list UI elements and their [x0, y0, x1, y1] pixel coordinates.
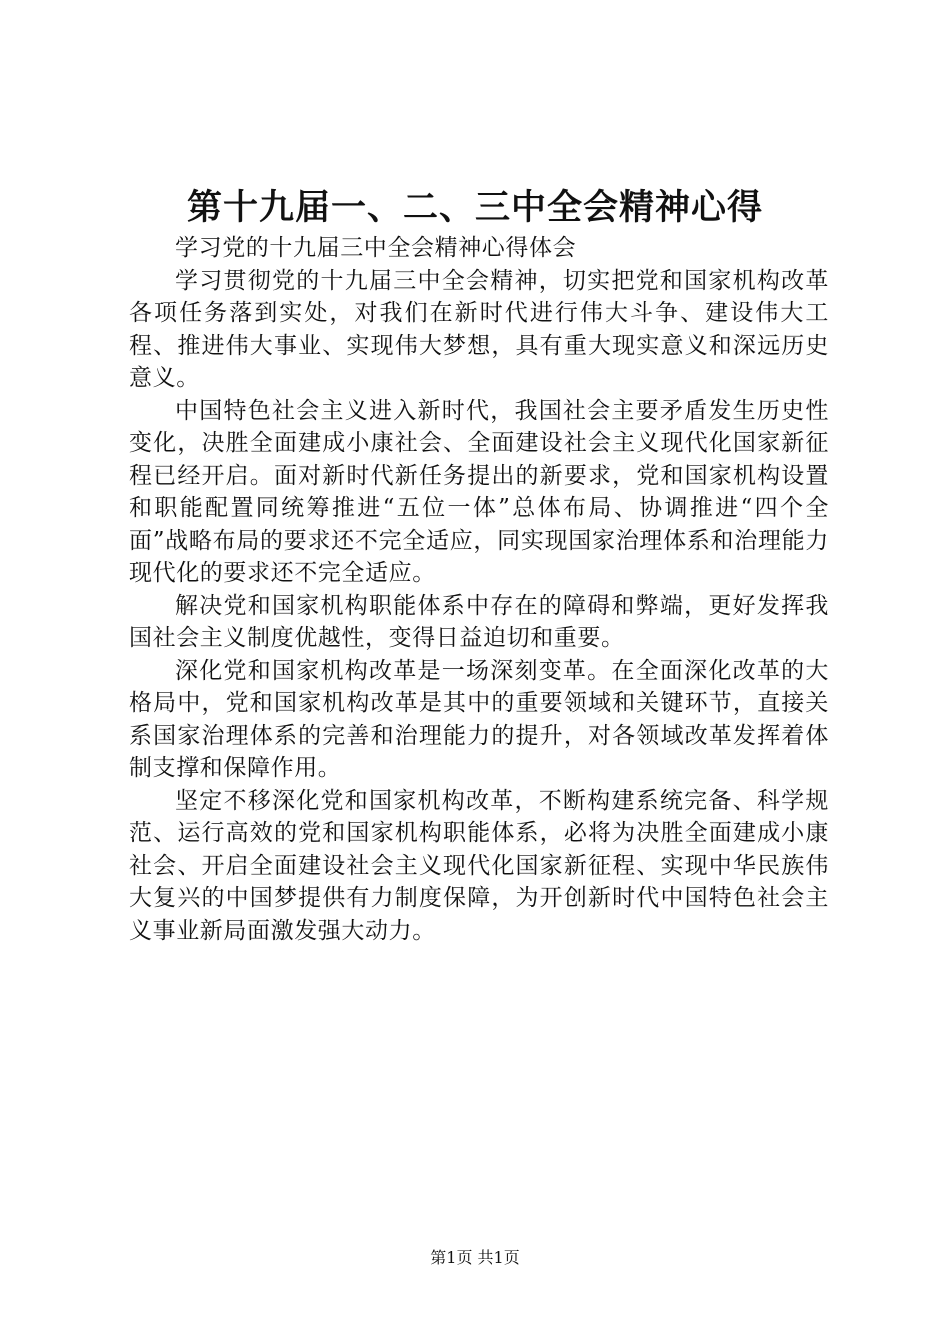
- paragraph: 坚定不移深化党和国家机构改革，不断构建系统完备、科学规范、运行高效的党和国家机构职能体系，必将为决胜全面建成小康社会、开启全面建设社会主义现代化国家新征程、实现中华民族伟大复兴的中国梦提供有力制度保障，为开创新时代中国特色社会主义事业新局面激发强大动力。: [129, 787, 829, 944]
- document-title: 第十九届一、二、三中全会精神心得: [186, 187, 763, 228]
- paragraph: 解决党和国家机构职能体系中存在的障碍和弊端，更好发挥我国社会主义制度优越性，变得日益迫切和重要。: [129, 592, 829, 651]
- paragraph-subtitle: 学习党的十九届三中全会精神心得体会: [175, 235, 577, 261]
- paragraph: 深化党和国家机构改革是一场深刻变革。在全面深化改革的大格局中，党和国家机构改革是其中的重要领域和关键环节，直接关系国家治理体系的完善和治理能力的提升，对各领域改革发挥着体制支撑和保障作用。: [129, 657, 829, 781]
- paragraph: 中国特色社会主义进入新时代，我国社会主要矛盾发生历史性变化，决胜全面建成小康社会、全面建设社会主义现代化国家新征程已经开启。面对新时代新任务提出的新要求，党和国家机构设置和职能配置同统筹推进“五位一体”总体布局、协调推进“四个全面”战略布局的要求还不完全适应，同实现国家治理体系和治理能力现代化的要求还不完全适应。: [129, 397, 829, 586]
- document-body: [129, 232, 829, 947]
- page-number-footer: 第1页 共1页: [430, 1248, 520, 1267]
- paragraph: 学习贯彻党的十九届三中全会精神，切实把党和国家机构改革各项任务落到实处，对我们在新时代进行伟大斗争、建设伟大工程、推进伟大事业、实现伟大梦想，具有重大现实意义和深远历史意义。: [129, 267, 829, 391]
